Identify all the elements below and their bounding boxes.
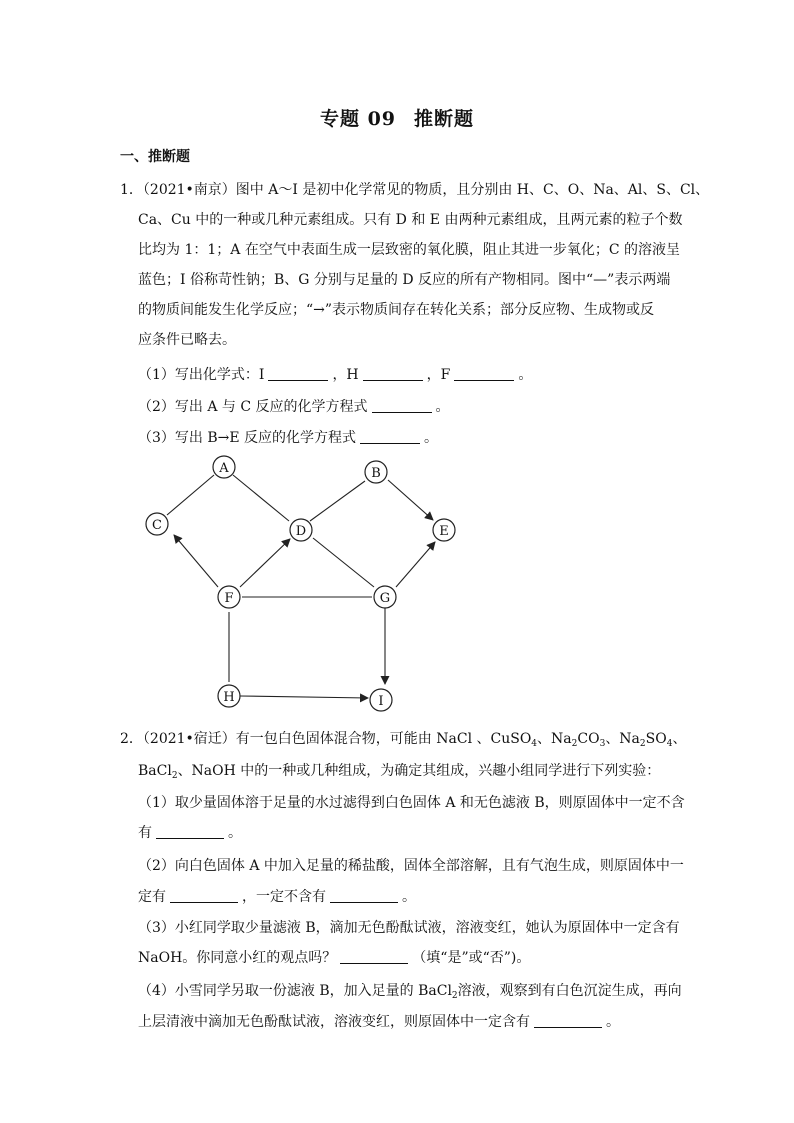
q1-line-6: 应条件已略去。	[138, 332, 236, 348]
q2-step-3-cont: NaOH。你同意小红的观点吗？ （填“是”或“否”)。	[138, 950, 531, 966]
answer-blank-step2-not[interactable]	[330, 888, 398, 903]
svg-text:D: D	[295, 524, 307, 539]
arrow-G-E	[396, 542, 435, 587]
q2-step-2: （2）向白色固体 A 中加入足量的稀盐酸，固体全部溶解，且有气泡生成，则原固体中一	[138, 858, 684, 874]
answer-blank-step4[interactable]	[534, 1013, 602, 1028]
node-I	[370, 689, 392, 711]
title-main: 专题 09	[319, 108, 397, 130]
node-G	[374, 586, 396, 608]
title-sub: 推断题	[414, 108, 475, 130]
arrow-F-D	[240, 539, 290, 587]
node-H	[218, 685, 240, 707]
svg-text:C: C	[152, 518, 162, 533]
q1-part-3: （3）写出 B→E 反应的化学方程式 。	[138, 430, 439, 446]
arrow-F-C	[174, 535, 218, 587]
answer-blank-step1[interactable]	[156, 824, 224, 839]
svg-text:F: F	[224, 591, 234, 606]
answer-blank-H[interactable]	[363, 366, 423, 381]
svg-text:A: A	[219, 461, 229, 476]
arrow-H-I	[240, 696, 368, 698]
q2-step-1: （1）取少量固体溶于足量的水过滤得到白色固体 A 和无色滤液 B，则原固体中一定不含	[138, 795, 685, 811]
svg-text:G: G	[379, 591, 391, 606]
q2-step-2-cont: 定有 ，一定不含有 。	[138, 889, 416, 905]
q2-line-2: BaCl$_2$、NaOH 中的一种或几种组成，为确定其组成，兴趣小组同学进行下列实验：	[138, 763, 661, 781]
answer-blank-equation-2[interactable]	[360, 429, 420, 444]
q2-step-4-cont: 上层清液中滴加无色酚酞试液，溶液变红，则原固体中一定含有 。	[138, 1014, 620, 1030]
q2-step-4: （4）小雪同学另取一份滤液 B，加入足量的 BaCl$_2$溶液，观察到有白色沉淀生成，再向	[138, 983, 682, 1001]
section-heading: 一、推断题	[120, 149, 190, 165]
node-C	[146, 513, 168, 535]
svg-text:B: B	[371, 466, 381, 481]
page-title	[0, 104, 794, 131]
q1-part-2: （2）写出 A 与 C 反应的化学方程式 。	[138, 399, 450, 415]
edge-D-G	[313, 538, 374, 587]
q1-line-3: 比均为 1：1；A 在空气中表面生成一层致密的氧化膜，阻止其进一步氧化；C 的溶液呈	[138, 242, 680, 258]
q1-part-1: （1）写出化学式：I ，H ，F 。	[138, 367, 533, 383]
answer-blank-F[interactable]	[454, 366, 514, 381]
q1-line-1: 1．（2021•南京）图中 A～I 是初中化学常见的物质，且分别由 H、C、O、Na、Al、S、Cl、	[120, 182, 710, 198]
answer-blank-I[interactable]	[268, 366, 328, 381]
edge-A-D	[233, 475, 289, 521]
svg-text:I: I	[378, 694, 384, 709]
answer-blank-step3[interactable]	[340, 949, 408, 964]
node-A	[213, 456, 235, 478]
q1-number: 1．	[120, 182, 143, 198]
q2-step-3: （3）小红同学取少量滤液 B，滴加无色酚酞试液，溶液变红，她认为原固体中一定含有	[138, 920, 680, 936]
q2-line-1: 2．（2021•宿迁）有一包白色固体混合物，可能由 NaCl 、CuSO$_4$、$Na_2CO_3$、$Na_2SO_4$、	[120, 731, 687, 749]
q2-number: 2．	[120, 731, 143, 747]
node-E	[433, 519, 455, 541]
answer-blank-step2-has[interactable]	[170, 888, 238, 903]
edge-D-B	[310, 481, 365, 521]
answer-blank-equation-1[interactable]	[372, 398, 432, 413]
reaction-diagram	[130, 450, 470, 720]
q2-step-1-cont: 有 。	[138, 825, 242, 841]
svg-text:H: H	[223, 690, 235, 705]
edge-A-C	[167, 475, 214, 515]
q1-line-2: Ca、Cu 中的一种或几种元素组成。只有 D 和 E 由两种元素组成，且两元素的粒子个数	[138, 212, 683, 228]
svg-text:E: E	[439, 524, 449, 539]
q1-line-4: 蓝色；I 俗称苛性钠；B、G 分别与足量的 D 反应的所有产物相同。图中“—”表示两端	[138, 272, 671, 288]
node-F	[218, 586, 240, 608]
q1-line-5: 的物质间能发生化学反应；“→”表示物质间存在转化关系；部分反应物、生成物或反	[138, 302, 655, 318]
node-D	[290, 519, 312, 541]
node-B	[365, 461, 387, 483]
arrow-B-E	[388, 480, 433, 520]
